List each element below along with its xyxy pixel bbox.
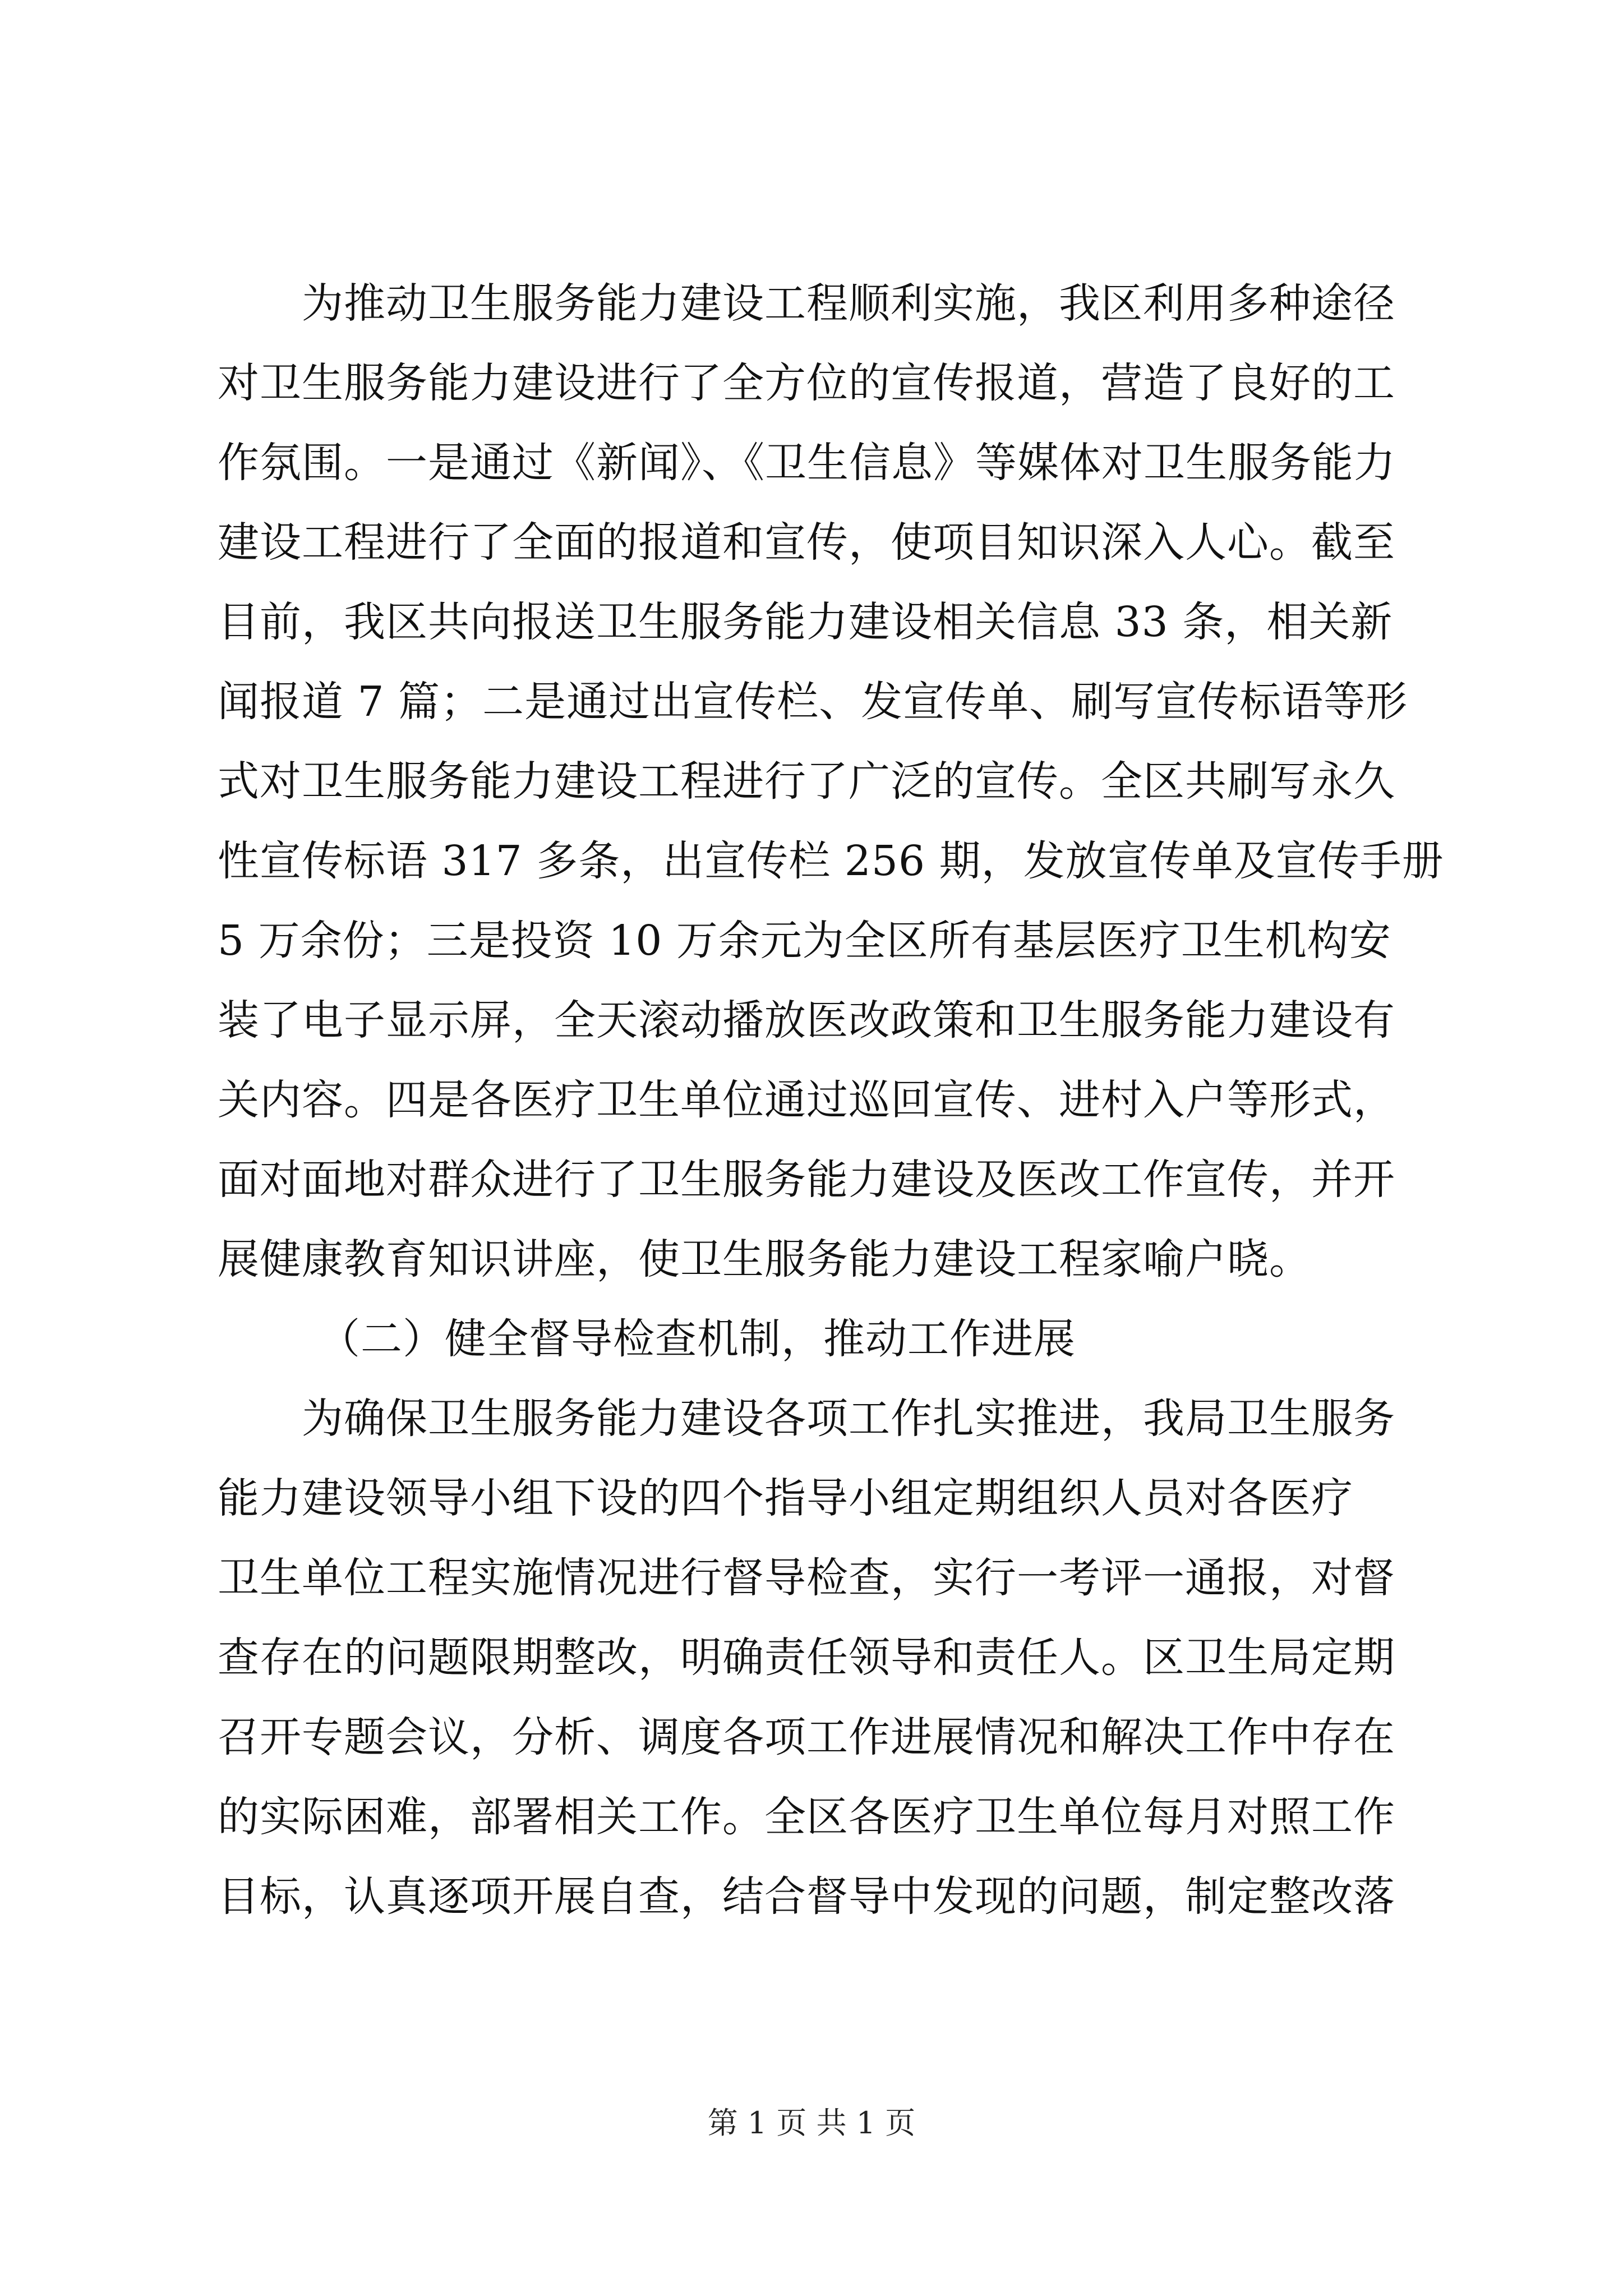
paragraph-line: 闻报道 7 篇；二是通过出宣传栏、发宣传单、刷写宣传标语等形 — [218, 678, 1408, 726]
paragraph-line: 性宣传标语 317 多条，出宣传栏 256 期，发放宣传单及宣传手册 — [218, 837, 1444, 885]
paragraph-line: 式对卫生服务能力建设工程进行了广泛的宣传。全区共刷写永久 — [218, 757, 1395, 806]
body-text — [218, 264, 1444, 1936]
paragraph-line: 卫生单位工程实施情况进行督导检查，实行一考评一通报，对督 — [218, 1554, 1395, 1602]
paragraph-line: 作氛围。一是通过《新闻》、《卫生信息》等媒体对卫生服务能力 — [218, 439, 1396, 487]
paragraph-line: 建设工程进行了全面的报道和宣传，使项目知识深入人心。截至 — [218, 518, 1395, 567]
paragraph-line: 对卫生服务能力建设进行了全方位的宣传报道，营造了良好的工 — [218, 359, 1395, 407]
paragraph-line: 关内容。四是各医疗卫生单位通过巡回宣传、进村入户等形式， — [218, 1076, 1395, 1124]
paragraph-line: 的实际困难，部署相关工作。全区各医疗卫生单位每月对照工作 — [218, 1793, 1395, 1841]
paragraph-line: 目标，认真逐项开展自查，结合督导中发现的问题，制定整改落 — [218, 1872, 1395, 1921]
section-heading: （二）健全督导检查机制，推动工作进展 — [319, 1315, 1076, 1363]
paragraph-line: 查存在的问题限期整改，明确责任领导和责任人。区卫生局定期 — [218, 1634, 1395, 1682]
paragraph-line: 5 万余份；三是投资 10 万余元为全区所有基层医疗卫生机构安 — [218, 917, 1391, 965]
paragraph-line: 为推动卫生服务能力建设工程顺利实施，我区利用多种途径 — [302, 279, 1395, 328]
paragraph-line: 为确保卫生服务能力建设各项工作扎实推进，我局卫生服务 — [302, 1395, 1395, 1443]
paragraph-line: 面对面地对群众进行了卫生服务能力建设及医改工作宣传，并开 — [218, 1156, 1395, 1204]
paragraph-line: 召开专题会议，分析、调度各项工作进展情况和解决工作中存在 — [218, 1713, 1395, 1761]
paragraph-line: 装了电子显示屏，全天滚动播放医改政策和卫生服务能力建设有 — [218, 996, 1395, 1045]
paragraph-line: 能力建设领导小组下设的四个指导小组定期组织人员对各医疗 — [218, 1474, 1353, 1522]
paragraph-line: 展健康教育知识讲座，使卫生服务能力建设工程家喻户晓。 — [218, 1235, 1311, 1283]
page-footer: 第 1 页 共 1 页 — [707, 2105, 916, 2141]
paragraph-line: 目前，我区共向报送卫生服务能力建设相关信息 33 条，相关新 — [218, 598, 1393, 646]
